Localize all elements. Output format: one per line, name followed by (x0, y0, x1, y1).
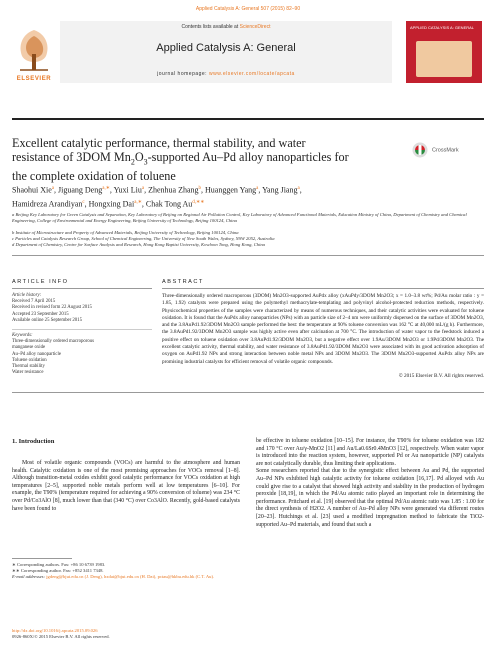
author-name[interactable]: Chak Tong Au (145, 199, 193, 209)
footnote-rule (12, 558, 72, 559)
elsevier-wordmark: ELSEVIER (16, 76, 52, 82)
history-label: Article history: (12, 293, 42, 298)
revised-date: Received in revised form 22 August 2015 (12, 305, 92, 311)
doi-link[interactable]: http://dx.doi.org/10.1016/j.apcata.2015.09.026 (12, 628, 98, 633)
online-date: Available online 25 September 2015 (12, 317, 82, 323)
author-affiliation-marker[interactable]: a (256, 186, 259, 191)
homepage-prefix: journal homepage: (157, 71, 209, 77)
article-title: Excellent catalytic performance, thermal stability, and water resistance of 3DOM $Mn_2O_3$-supported Au–Pd alloy nanoparticles for the complete oxidation of toluene (12, 136, 349, 184)
author-name[interactable]: Zhenhua Zhang (148, 185, 199, 195)
cover-title: APPLIED CATALYSIS A: GENERAL (410, 25, 475, 30)
cover-image (416, 41, 472, 77)
intro-column-right: be effective in toluene oxidation [10–15]. For instance, the T90% for toluene oxidation was 182 and 170 °C over Au/γ-MnO2 [11] and Au/La0.6Sr0.4MnO3 [12], respectively. When water vapor is introduced into the reaction system, however, supported Pd or Au nanoparticle (NP) catalysts are not catalytically durable, thus limiting their applications. Some researchers reported that due to the synergistic effect between Au and Pd, the supported Au–Pd NPs exhibited high catalytic activity for toluene oxidation [16,17]. Pd alloyed with Au could give rise to a catalyst that showed high activity and stability in the production of hydrogen peroxide [18,19], in which the Pd/Au atomic ratio played an important role in determining the performance. Pritchard et al. [19] observed that the optimal Pd/Au atomic ratio was 1.85 : 1.00 for the direct synthesis of H2O2. A number of Au–Pd alloy NPs were generated via different routes [20–23]. Hutchings et al. [23] used a modified impregnation method to fabricate the TiO2-supported Au–Pd materials, and found that such a (256, 438, 484, 528)
article-info-rule (12, 288, 152, 289)
footnote-corr1: ∗ Corresponding authors. Fax: +86 10 6739 1983. (12, 562, 106, 567)
footnotes (12, 562, 240, 580)
author-name[interactable]: Huanggen Yang (205, 185, 257, 195)
abstract-text: Three-dimensionally ordered macroporous (3DOM) Mn2O3-supported AuPdx alloy (xAuPdy/3DOM Mn2O3; x = 1.0–3.8 wt%; Pd/Au molar ratio : y = 1.85, 1.92) catalysts were prepared using the polymethyl methacrylate-templating and polyvinyl alcohol-protected reduction methods, respectively. Physicochemical properties of the samples were characterized by means of numerous techniques, and their catalytic activities were evaluated for toluene oxidation. It is found that the AuPdx alloy nanoparticles (NPs) with an particle size of 2–4 nm were uniformly dispersed on the surface of 3DOM Mn2O3, and the 3.8AuPd1.92/3DOM Mn2O3 sample performed the best: the temperature at 90% toluene conversion was 162 °C at 40,000 mL/(g h). Furthermore, the 3.8AuPd1.92/3DOM Mn2O3 sample was highly active even after calcination at 700 °C. The introduction of water vapor to the feedstock induced a positive effect on toluene oxidation over 3.8AuPd1.92/3DOM Mn2O3, but a negative effect over 1.9Au/3DOM Mn2O3 or 1.9Pd/3DOM Mn2O3. The excellent catalytic activity, thermal stability, and water resistance of 3.8AuPd1.92/3DOM Mn2O3 were associated with its good activation adsorption of oxygen on AuPd1.92 NPs and strong interaction between noble metal NPs and 3DOM Mn2O3. The 3DOM Mn2O3-supported AuPdx alloy NPs are promising industrial catalysts for efficient removal of volatile organic compounds. (162, 293, 484, 365)
author-name[interactable]: Hongxing Dai (88, 199, 135, 209)
intro-column-left: Most of volatile organic compounds (VOCs) are harmful to the atmosphere and human health. Catalytic oxidation is one of the most promising approaches for VOCs removal [1–8]. Although transition-metal oxides exhibit good catalytic performance for VOCs oxidation at high temperatures [2–5], supported noble metals perform well at low temperatures [6–10]. For example, the T90% (temperature required for achieving a 90% conversion of toluene) was 234 °C over Pd/Co3AlO [8], much lower than that (340 °C) over Co3AlO. Recently, gold-based catalysts have been found to (12, 460, 240, 512)
author-affiliation-marker[interactable]: a (141, 186, 145, 191)
journal-homepage (60, 71, 392, 77)
history-rule (12, 329, 152, 330)
affiliation-b: b Institute of Microstructure and Property of Advanced Materials, Beijing University of Technology, Beijing 100124, China (12, 230, 239, 235)
author-affiliation-marker[interactable]: a,∗ (134, 199, 142, 205)
author-affiliation-marker[interactable]: b (198, 186, 202, 191)
author-affiliation-marker[interactable]: a (51, 186, 55, 191)
affiliation-a: a Beijing Key Laboratory for Green Catalysis and Separation, Key Laboratory of Beijing on Regional Air Pollution Control, Key Laboratory of Advanced Functional Materials, Education Ministry of China, Department of Chemistry and Chemical Engineering, College of Environmental and Energy Engineering, Beijing University of Technology, Beijing 100124, China (12, 212, 467, 223)
affiliation-d: d Department of Chemistry, Centre for Surface Analysis and Research, Hong Kong Baptist University, Kowloon Tong, Hong Kong, China (12, 242, 265, 247)
contents-line (60, 24, 392, 30)
keyword-item: Water resistance (12, 370, 44, 376)
received-date: Received 7 April 2015 (12, 299, 56, 305)
author-affiliation-marker[interactable]: a (297, 186, 300, 191)
author-line-1: Shaohui Xie$^a$, Jiguang Deng$^{a,∗}$, Yuxi Liu$^a$, Zhenhua Zhang$^b$, Huanggen Yang$^a$, Yang Jiang$^a$, (12, 185, 302, 195)
email-links[interactable]: jgdeng@bjut.edu.cn (J. Deng), hxdai@bjut.edu.cn (H. Dai), pctau@hkbu.edu.hk (C.T. Au). (46, 574, 215, 579)
elsevier-tree-logo (12, 24, 56, 82)
article-info-heading: ARTICLE INFO (12, 279, 69, 285)
author-name[interactable]: Yuxi Liu (113, 185, 142, 195)
contents-prefix: Contents lists available at (181, 24, 240, 30)
keyword-item: Au–Pd alloy nanoparticle (12, 351, 62, 357)
keywords-label: Keywords: (12, 333, 33, 338)
doi-block (12, 628, 240, 640)
author-affiliation-marker[interactable]: d,∗∗ (192, 199, 205, 205)
footnote-emails: E-mail addresses: jgdeng@bjut.edu.cn (J. Deng), hxdai@bjut.edu.cn (H. Dai), pctau@hkbu.edu.hk (C.T. Au). (12, 574, 215, 579)
author-affiliation-marker[interactable]: a,∗ (102, 186, 110, 191)
sciencedirect-link[interactable]: ScienceDirect (239, 24, 271, 30)
crossmark-icon (412, 142, 428, 158)
author-affiliation-marker[interactable]: c (82, 199, 85, 205)
keyword-item: Three-dimensionally ordered macroporous (12, 339, 95, 345)
author-name[interactable]: Yang Jiang (262, 185, 298, 195)
author-list (12, 183, 484, 210)
abstract-bottom-rule (12, 392, 484, 393)
keywords-block (12, 333, 152, 376)
keyword-item: Thermal stability (12, 364, 45, 370)
journal-citation: Applied Catalysis A: General 507 (2015) 82–90 (195, 6, 301, 12)
keyword-list (12, 339, 152, 376)
homepage-link[interactable]: www.elsevier.com/locate/apcata (208, 71, 295, 77)
journal-cover-thumbnail[interactable] (406, 21, 482, 83)
keyword-item: manganese oxide (12, 345, 46, 351)
author-name[interactable]: Shaohui Xie (12, 185, 52, 195)
affiliation-c: c Particles and Catalysis Research Group, School of Chemical Engineering, The University of New South Wales, Sydney, NSW 2052, Australia (12, 236, 275, 241)
section-heading-introduction: 1. Introduction (12, 438, 55, 445)
affiliation-rule (12, 255, 484, 256)
author-line-2: Hamidreza Arandiyan$^c$, Hongxing Dai$^{a,∗}$, Chak Tong $Au^{d,∗∗}$ (12, 199, 205, 209)
article-history (12, 293, 152, 324)
abstract-copyright: © 2015 Elsevier B.V. All rights reserved. (398, 373, 484, 379)
author-name[interactable]: Jiguang Deng (58, 185, 103, 195)
footnote-corr2: ∗∗ Corresponding author. Fax: +852 3411 7348. (12, 568, 104, 573)
crossmark-badge[interactable] (412, 141, 482, 159)
header-rule (12, 118, 484, 120)
abstract-heading: ABSTRACT (162, 279, 204, 285)
journal-title[interactable]: Applied Catalysis A: General (156, 42, 296, 54)
accepted-date: Accepted 23 September 2015 (12, 311, 69, 317)
abstract-rule (162, 288, 484, 289)
keyword-item: Toluene oxidation (12, 357, 47, 363)
author-name[interactable]: Hamidreza Arandiyan (12, 199, 83, 209)
issn-line: 0926-860X/© 2015 Elsevier B.V. All rights reserved. (12, 634, 110, 639)
crossmark-label: CrossMark (432, 147, 459, 154)
